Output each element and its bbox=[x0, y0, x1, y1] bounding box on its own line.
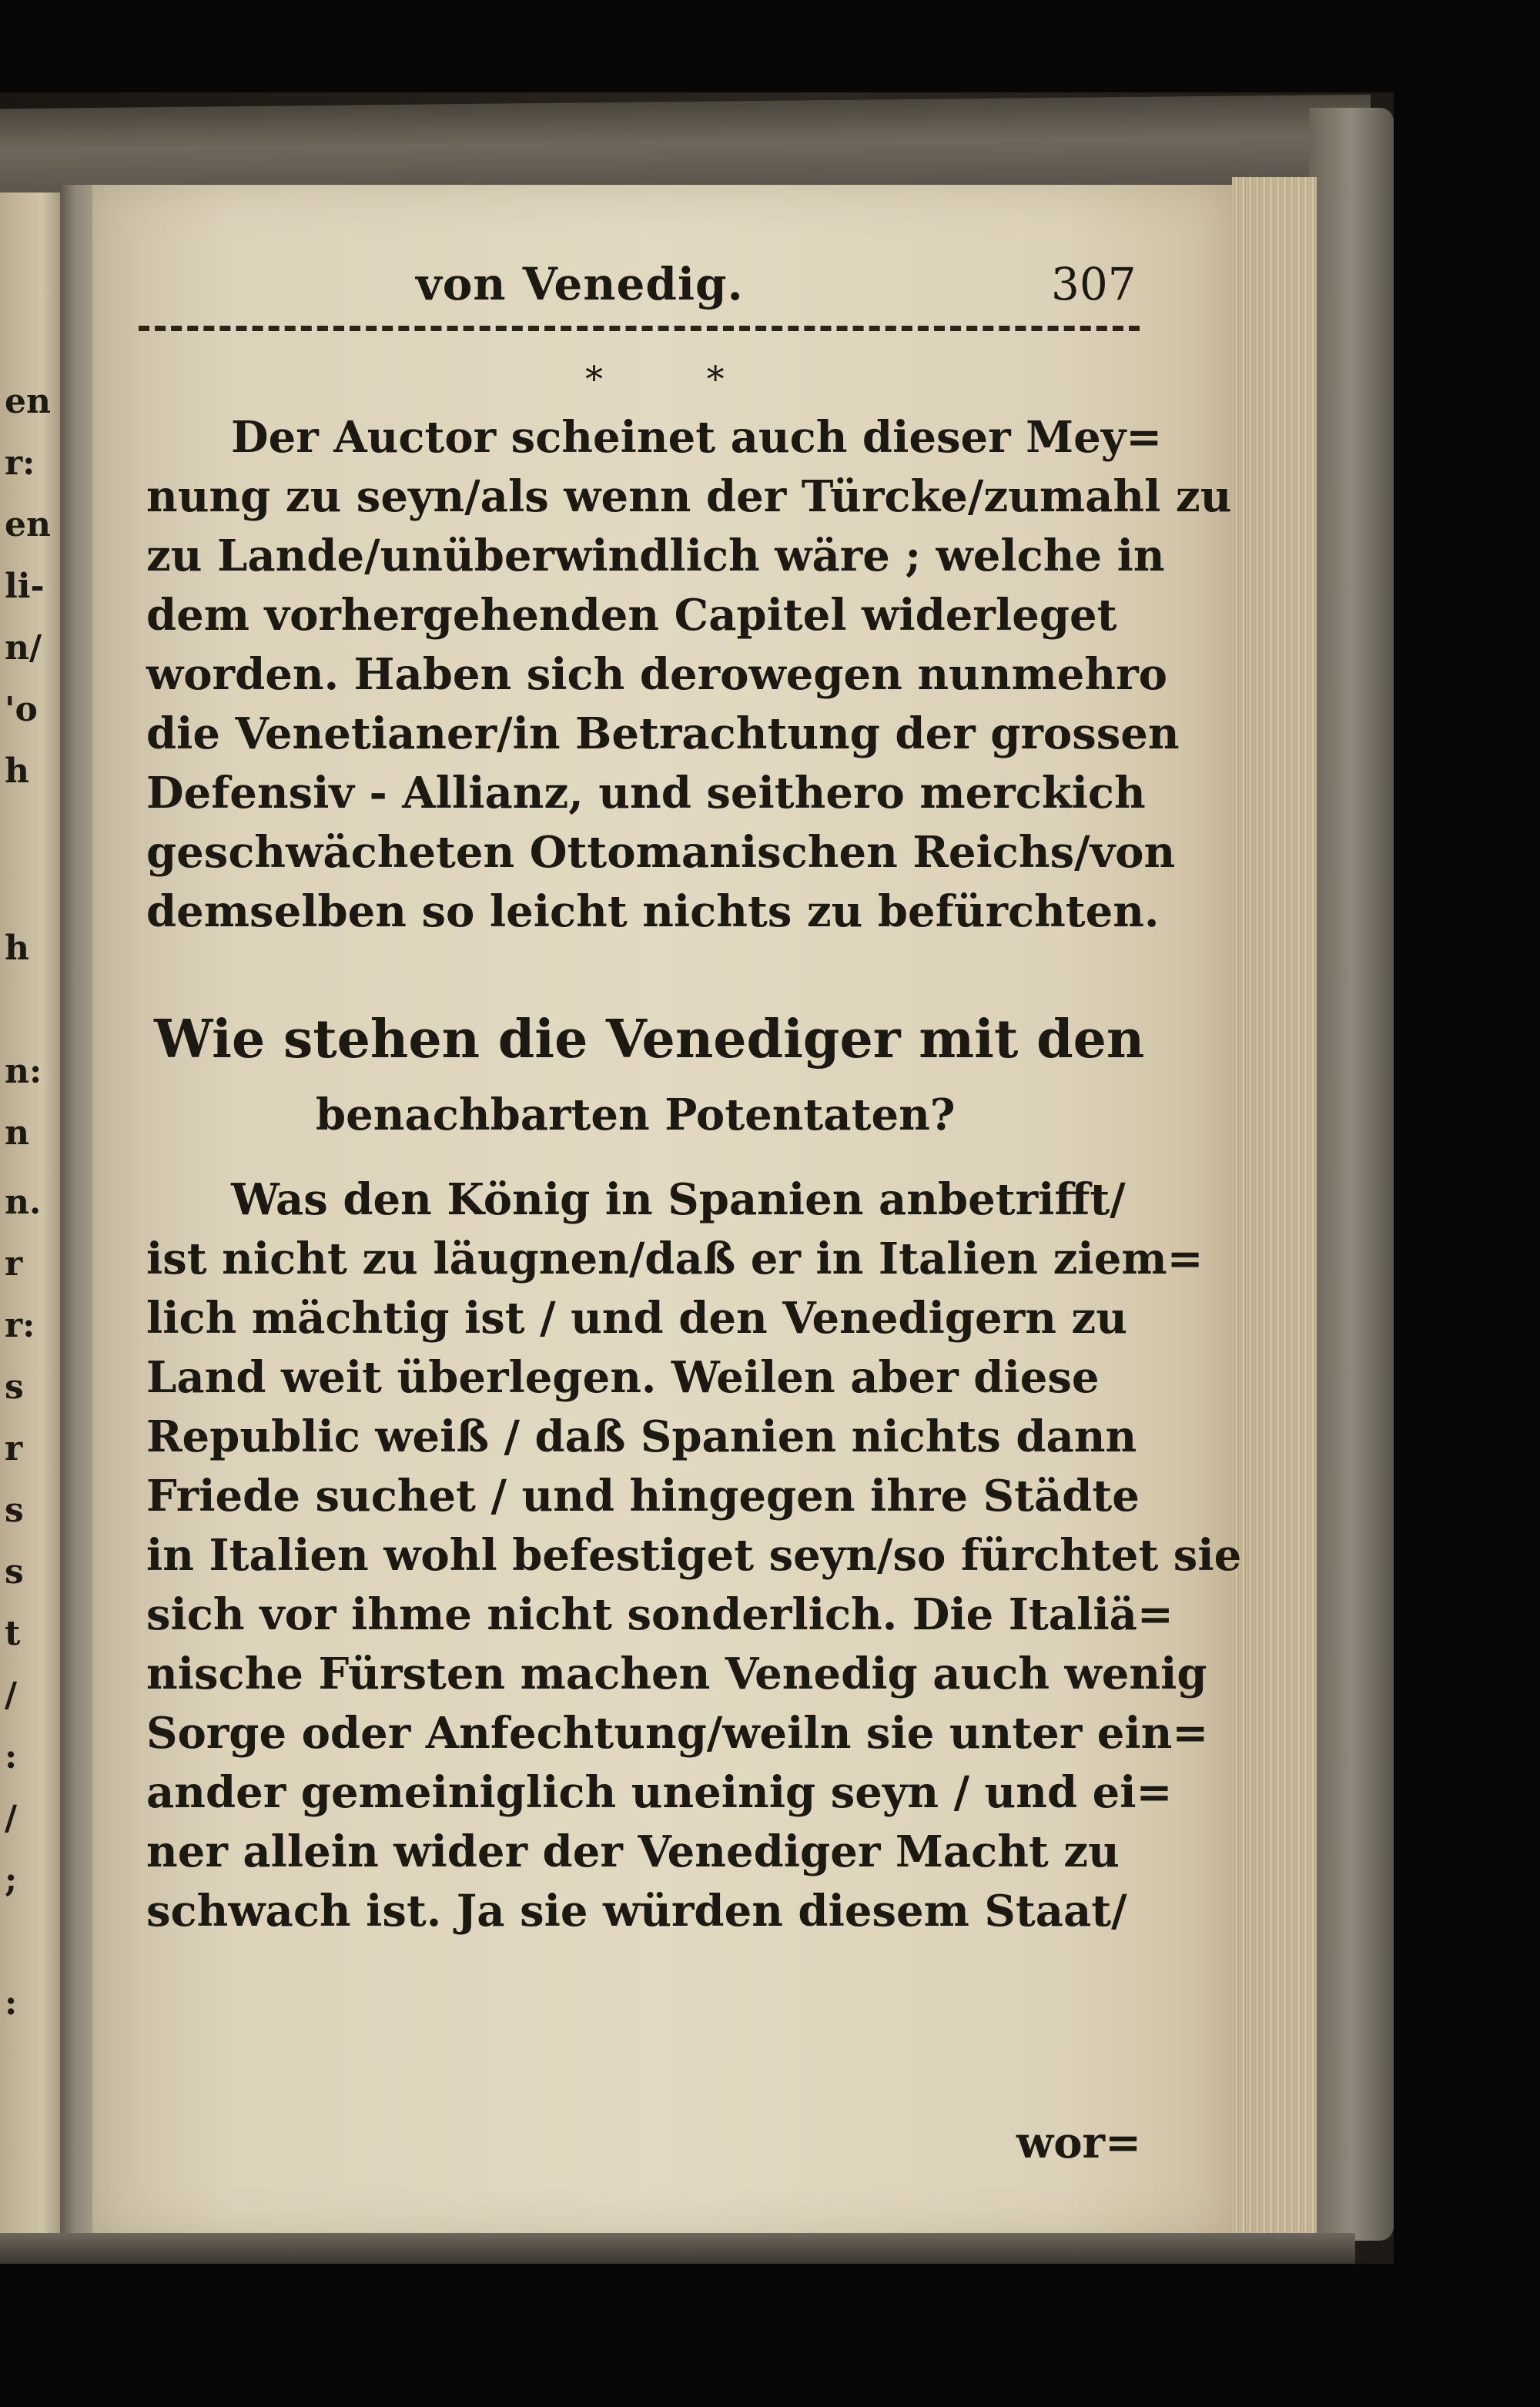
facing-page-text: n. bbox=[5, 1183, 42, 1222]
text-line: ner allein wider der Venediger Macht zu bbox=[146, 1826, 1120, 1877]
text-line: nische Fürsten machen Venedig auch wenig bbox=[146, 1649, 1207, 1699]
facing-page-text: n bbox=[5, 1113, 29, 1153]
question-heading: Wie stehen die Venediger mit den bbox=[154, 1009, 1145, 1070]
page-block-edges bbox=[1232, 177, 1317, 2248]
text-line: lich mächtig ist / und den Venedigern zu bbox=[146, 1293, 1127, 1344]
page-number: 307 bbox=[1051, 258, 1137, 310]
facing-page-text: t bbox=[5, 1614, 21, 1653]
text-line: Sorge oder Anfechtung/weiln sie unter ein= bbox=[146, 1708, 1209, 1759]
facing-page-text: li- bbox=[5, 567, 45, 606]
facing-page-text: r bbox=[5, 1244, 23, 1284]
text-line: sich vor ihme nicht sonderlich. Die Italiä= bbox=[146, 1589, 1173, 1640]
catchword: wor= bbox=[1016, 2117, 1141, 2168]
paragraph-1 bbox=[146, 408, 1240, 942]
facing-page-text: n: bbox=[5, 1052, 42, 1091]
page-text bbox=[92, 185, 1242, 2237]
text-line: Friede suchet / und hingegen ihre Städte bbox=[146, 1471, 1140, 1522]
text-line: in Italien wohl befestiget seyn/so fürchtet sie bbox=[146, 1530, 1242, 1581]
text-line: Der Auctor scheinet auch dieser Mey= bbox=[231, 412, 1163, 463]
text-line: zu Lande/unüberwindlich wäre ; welche in bbox=[146, 531, 1165, 581]
text-line: Land weit überlegen. Weilen aber diese bbox=[146, 1352, 1100, 1403]
running-head: von Venedig. bbox=[416, 258, 744, 310]
facing-page-text: h bbox=[5, 929, 29, 968]
text-line: ander gemeiniglich uneinig seyn / und ei= bbox=[146, 1767, 1173, 1818]
text-line: schwach ist. Ja sie würden diesem Staat/ bbox=[146, 1886, 1127, 1937]
facing-page-text: s bbox=[5, 1491, 24, 1530]
text-line: Was den König in Spanien anbetrifft/ bbox=[231, 1174, 1126, 1225]
facing-page-text: en bbox=[5, 505, 51, 544]
facing-page-text: r: bbox=[5, 444, 35, 483]
facing-page-text: s bbox=[5, 1552, 24, 1592]
paragraph-2 bbox=[146, 1170, 1240, 1941]
facing-page-text: en bbox=[5, 382, 51, 421]
book-bottom-edge bbox=[0, 2233, 1355, 2264]
text-line: dem vorhergehenden Capitel widerleget bbox=[146, 590, 1117, 641]
facing-page-text: n/ bbox=[5, 628, 42, 668]
text-line: demselben so leicht nichts zu befürchten. bbox=[146, 886, 1160, 937]
text-line: worden. Haben sich derowegen nunmehro bbox=[146, 649, 1167, 700]
text-line: die Venetianer/in Betrachtung der grossen bbox=[146, 708, 1180, 759]
facing-page-text: ; bbox=[5, 1860, 18, 1900]
facing-page-fragment bbox=[0, 192, 60, 2233]
facing-page-text: r bbox=[5, 1429, 23, 1468]
book-page bbox=[92, 185, 1242, 2237]
facing-page-text: : bbox=[5, 1737, 18, 1776]
section-asterisks: * * bbox=[585, 358, 771, 400]
facing-page-text: / bbox=[5, 1799, 18, 1838]
book-gutter bbox=[60, 185, 97, 2241]
book-cover-edge bbox=[1309, 108, 1394, 2241]
question-heading-continued: benachbarten Potentaten? bbox=[316, 1090, 956, 1140]
text-line: Defensiv - Allianz, und seithero merckich bbox=[146, 768, 1146, 819]
text-line: nung zu seyn/als wenn der Türcke/zumahl zu bbox=[146, 471, 1232, 522]
facing-page-text: 'o bbox=[5, 690, 38, 729]
header-rule bbox=[139, 326, 1140, 331]
text-line: geschwächeten Ottomanischen Reichs/von bbox=[146, 827, 1176, 878]
facing-page-text: / bbox=[5, 1676, 18, 1715]
facing-page-text: h bbox=[5, 752, 29, 791]
text-line: Republic weiß / daß Spanien nichts dann bbox=[146, 1411, 1137, 1462]
text-line: ist nicht zu läugnen/daß er in Italien ziem= bbox=[146, 1234, 1204, 1284]
facing-page-text: : bbox=[5, 1984, 18, 2023]
facing-page-text: s bbox=[5, 1368, 24, 1407]
facing-page-text: r: bbox=[5, 1306, 35, 1345]
